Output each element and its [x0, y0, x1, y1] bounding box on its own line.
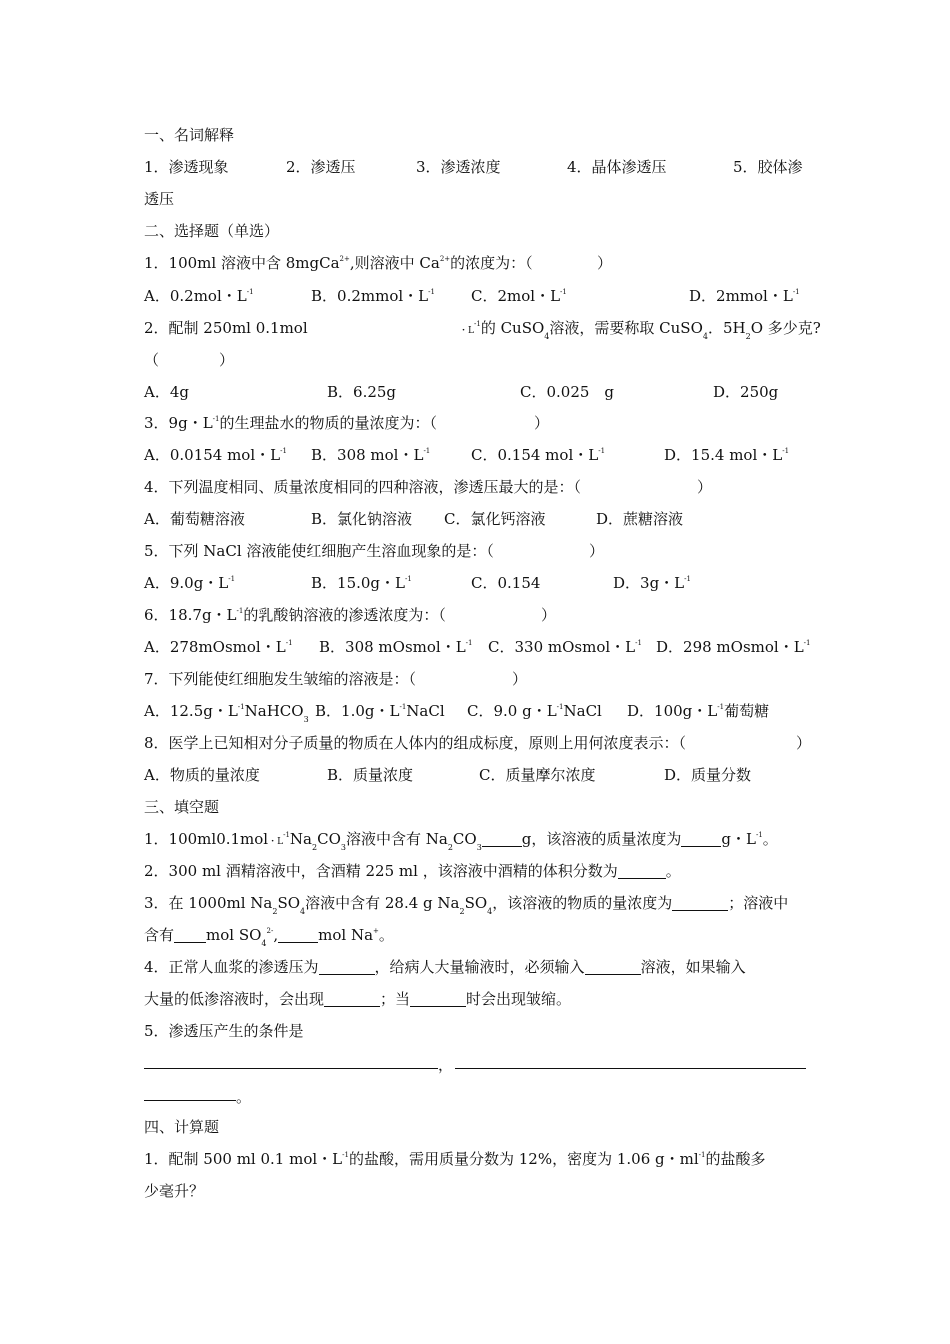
- fill-5: 5．渗透压产生的条件是: [144, 1022, 304, 1040]
- blank[interactable]: [672, 896, 728, 911]
- q5-option-c: C．0.154: [471, 574, 541, 592]
- question-6-paren: ）: [541, 606, 557, 624]
- q1-option-c: C．2mol・$L^{-1}$: [471, 287, 567, 305]
- q7-option-b: B．1.0g・$L^{-1}NaCl$: [315, 702, 445, 720]
- fill-1: 1．100ml0.1mol・$L^{-1}Na_2CO_3$溶液中含有 $Na_2CO_3$ g，该溶液的质量浓度为 g・$L^{-1}$。: [144, 830, 778, 852]
- question-5-paren: ）: [589, 542, 605, 560]
- q6-option-b: B．308 mOsmol・$L^{-1}$: [319, 638, 473, 656]
- blank[interactable]: [324, 992, 380, 1007]
- term-3: 3．渗透浓度: [416, 158, 501, 176]
- q2-option-c: C．0.025 g: [520, 383, 615, 401]
- section-heading-calculation: 四、计算题: [144, 1118, 220, 1136]
- section-heading-fill-in: 三、填空题: [144, 798, 220, 816]
- question-6-stem: 6．18.7g・$L^{-1}$的乳酸钠溶液的渗透浓度为：（: [144, 606, 446, 624]
- term-5-continued: 透压: [144, 190, 175, 208]
- blank[interactable]: [585, 960, 641, 975]
- term-5: 5．胶体渗: [733, 158, 803, 176]
- question-4-paren: ）: [697, 478, 713, 496]
- blank[interactable]: [319, 960, 375, 975]
- question-3-paren: ）: [534, 414, 550, 432]
- calculation-1-line-2: 少毫升？: [144, 1182, 205, 1200]
- q4-option-d: D．蔗糖溶液: [596, 510, 684, 528]
- q8-option-b: B．质量浓度: [327, 766, 414, 784]
- q3-option-b: B．308 mol・$L^{-1}$: [311, 446, 431, 464]
- question-2-paren: （ ）: [144, 351, 235, 369]
- fill-4-line-2: 大量的低渗溶液时，会出现 ；当 时会出现皱缩。: [144, 990, 572, 1008]
- section-heading-definitions: 一、名词解释: [144, 126, 235, 144]
- blank[interactable]: [681, 832, 721, 847]
- calculation-1: 1．配制 500 ml 0.1 mol・$L^{-1}$的盐酸，需用质量分数为 12%，密度为 1.06 g・$ml^{-1}$的盐酸多: [144, 1150, 766, 1168]
- q7-option-a: A．12.5g・$L^{-1}NaHCO_3$: [144, 702, 309, 724]
- question-4-stem: 4．下列温度相同、质量浓度相同的四种溶液，渗透压最大的是：（: [144, 478, 582, 496]
- q8-option-a: A．物质的量浓度: [144, 766, 260, 784]
- q8-option-d: D．质量分数: [664, 766, 752, 784]
- term-2: 2．渗透压: [286, 158, 356, 176]
- q8-option-c: C．质量摩尔浓度: [479, 766, 596, 784]
- q2-option-d: D．250g: [713, 383, 779, 401]
- blank[interactable]: [618, 864, 666, 879]
- answer-line[interactable]: [144, 1068, 438, 1069]
- fill-5-end: 。: [236, 1088, 252, 1106]
- q6-option-c: C．330 mOsmol・$L^{-1}$: [488, 638, 642, 656]
- question-3-stem: 3．9g・$L^{-1}$的生理盐水的物质的量浓度为：（: [144, 414, 437, 432]
- fill-5-comma: ，: [438, 1056, 454, 1074]
- q3-option-c: C．0.154 mol・$L^{-1}$: [471, 446, 606, 464]
- blank[interactable]: [482, 832, 522, 847]
- fill-3: 3．在 1000ml $Na_2SO_4$溶液中含有 28.4 g $Na_2SO_4$，该溶液的物质的量浓度为 ；溶液中: [144, 894, 789, 916]
- question-2-stem: 2．配制 250ml 0.1mol: [144, 319, 308, 337]
- q5-option-a: A．9.0g・$L^{-1}$: [144, 574, 236, 592]
- q2-option-a: A．4g: [144, 383, 189, 401]
- term-1: 1．渗透现象: [144, 158, 229, 176]
- q7-option-c: C．9.0 g・$L^{-1}NaCl$: [467, 702, 602, 720]
- q1-option-b: B．0.2mmol・$L^{-1}$: [311, 287, 435, 305]
- question-7-stem: 7．下列能使红细胞发生皱缩的溶液是：（: [144, 670, 417, 688]
- question-2-stem-cont: ・$L^{-1}$的 CuSO$_4$溶液，需要称取 CuSO$_4$．$5H_2O$ 多少克?: [459, 319, 821, 341]
- q4-option-a: A．葡萄糖溶液: [144, 510, 245, 528]
- q5-option-b: B．15.0g・$L^{-1}$: [311, 574, 412, 592]
- blank[interactable]: [410, 992, 466, 1007]
- answer-line[interactable]: [455, 1068, 806, 1069]
- question-8-paren: ）: [796, 734, 812, 752]
- fill-2: 2．300 ml 酒精溶液中，含酒精 225 ml ，该溶液中酒精的体积分数为 。: [144, 862, 681, 880]
- q4-option-b: B．氯化钠溶液: [311, 510, 413, 528]
- answer-line[interactable]: [144, 1100, 236, 1101]
- term-4: 4．晶体渗透压: [567, 158, 667, 176]
- blank[interactable]: [278, 928, 318, 943]
- section-heading-choice: 二、选择题（单选）: [144, 222, 280, 240]
- blank[interactable]: [174, 928, 206, 943]
- question-1-stem: 1．100ml 溶液中含 8mgCa$^{2+}$,则溶液中 $Ca^{2+}$的浓度为：（: [144, 254, 533, 272]
- q6-option-d: D．298 mOsmol・$L^{-1}$: [656, 638, 811, 656]
- q1-option-a: A．0.2mol・$L^{-1}$: [144, 287, 254, 305]
- question-5-stem: 5．下列 NaCl 溶液能使红细胞产生溶血现象的是：（: [144, 542, 494, 560]
- q5-option-d: D．3g・$L^{-1}$: [613, 574, 691, 592]
- q7-option-d: D．100g・$L^{-1}$葡萄糖: [627, 702, 770, 720]
- question-1-paren: ）: [597, 254, 613, 272]
- q3-option-d: D．15.4 mol・$L^{-1}$: [664, 446, 790, 464]
- q2-option-b: B．6.25g: [327, 383, 397, 401]
- q1-option-d: D．2mmol・$L^{-1}$: [689, 287, 800, 305]
- question-7-paren: ）: [512, 670, 528, 688]
- fill-4: 4．正常人血浆的渗透压为 ，给病人大量输液时，必须输入 溶液，如果输入: [144, 958, 746, 976]
- q6-option-a: A．278mOsmol・$L^{-1}$: [144, 638, 293, 656]
- fill-3-line-2: 含有 mol $SO_4^{2-}$, mol Na+。: [144, 926, 394, 948]
- q4-option-c: C．氯化钙溶液: [444, 510, 546, 528]
- q3-option-a: A．0.0154 mol・$L^{-1}$: [144, 446, 287, 464]
- question-8-stem: 8．医学上已知相对分子质量的物质在人体内的组成标度，原则上用何浓度表示：（: [144, 734, 687, 752]
